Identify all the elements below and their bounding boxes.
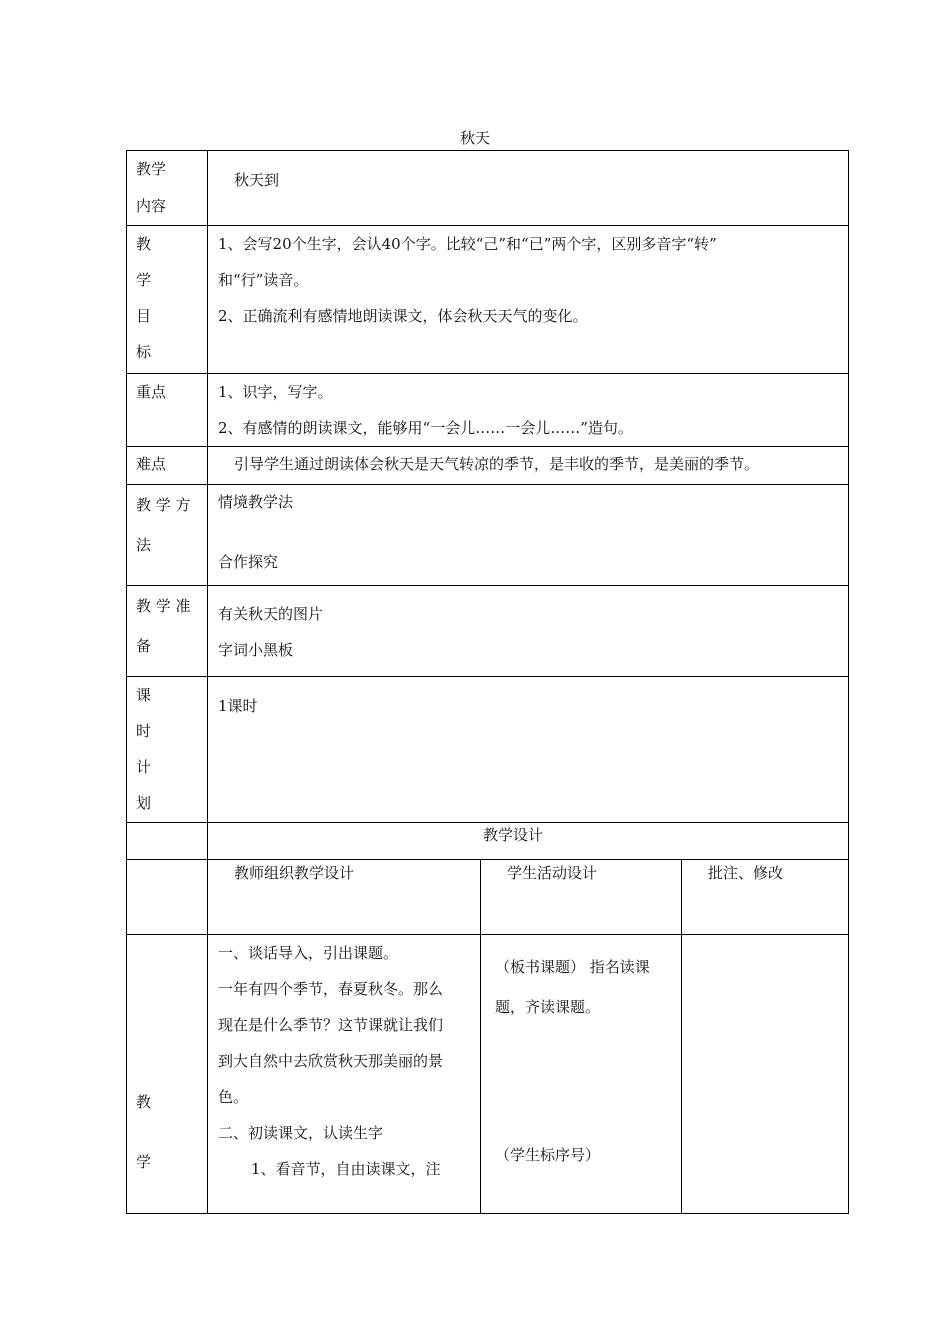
- row-design-body: [127, 935, 849, 1214]
- student-line: （学生标序号）: [495, 1146, 601, 1164]
- prep-line: 字词小黑板: [218, 641, 294, 659]
- col-student-activity: 学生活动设计: [481, 860, 682, 935]
- label-schedule: 课 时 计 划: [127, 677, 208, 823]
- key-point-line: 2、有感情的朗读课文，能够用“一会儿……一会儿……”造句。: [218, 419, 633, 437]
- col-notes: 批注、修改: [682, 860, 849, 935]
- teaching-prep-cell: [208, 586, 849, 677]
- teaching-goals-cell: [208, 226, 849, 374]
- key-point-line: 1、识字，写字。: [218, 383, 333, 401]
- method-line: 情境教学法: [218, 493, 294, 511]
- label-teaching-method: 教 学 方 法: [127, 485, 208, 586]
- label-difficulty: 难点: [127, 447, 208, 485]
- prep-line: 有关秋天的图片: [218, 605, 324, 623]
- teaching-content-cell: [208, 151, 849, 226]
- method-line: 合作探究: [218, 553, 279, 571]
- notes-cell: [682, 935, 849, 1214]
- label-teaching-goals: 教 学 目 标: [127, 226, 208, 374]
- difficulty-cell: [208, 447, 849, 485]
- teacher-line: 色。: [218, 1088, 249, 1106]
- design-columns-empty: [127, 860, 208, 935]
- goal-line: 2、正确流利有感情地朗读课文，体会秋天天气的变化。: [218, 307, 588, 325]
- student-line: （板书课题） 指名读课: [495, 958, 650, 976]
- document-title: 秋天: [459, 129, 490, 147]
- goal-line: 和“行”读音。: [218, 271, 309, 289]
- row-teaching-content: [127, 151, 849, 226]
- teacher-line: 1、看音节，自由读课文，注: [251, 1160, 441, 1178]
- schedule-text: 1课时: [218, 697, 258, 715]
- key-points-cell: [208, 374, 849, 447]
- design-heading-cell: [208, 823, 849, 860]
- row-design-heading: [127, 823, 849, 860]
- row-key-points: [127, 374, 849, 447]
- goal-line: 1、会写20个生字，会认40个字。比较“己”和“已”两个字，区别多音字“转”: [218, 235, 717, 253]
- teaching-content-text: 秋天到: [234, 171, 280, 189]
- teacher-line: 二、初读课文，认读生字: [218, 1124, 384, 1142]
- row-difficulty: [127, 447, 849, 485]
- teacher-line: 一、谈话导入，引出课题。: [218, 944, 399, 962]
- teacher-line: 一年有四个季节，春夏秋冬。那么: [218, 980, 444, 998]
- label-teaching-content: 教学 内容: [127, 151, 208, 226]
- row-schedule: [127, 677, 849, 823]
- row-teaching-goals: [127, 226, 849, 374]
- design-heading-empty: [127, 823, 208, 860]
- student-line: 题，齐读课题。: [495, 998, 601, 1016]
- label-key-points: 重点: [127, 374, 208, 447]
- label-teaching-process: 教 学: [127, 935, 208, 1214]
- label-teaching-prep: 教 学 准 备: [127, 586, 208, 677]
- design-heading: 教学设计: [483, 826, 544, 844]
- teacher-design-cell: [208, 935, 481, 1214]
- col-teacher-design: 教师组织教学设计: [208, 860, 481, 935]
- difficulty-text: 引导学生通过朗读体会秋天是天气转凉的季节，是丰收的季节，是美丽的季节。: [234, 455, 760, 473]
- teacher-line: 现在是什么季节？这节课就让我们: [218, 1016, 444, 1034]
- row-design-columns: [127, 860, 849, 935]
- schedule-cell: [208, 677, 849, 823]
- teaching-method-cell: [208, 485, 849, 586]
- lesson-plan-table: [126, 150, 849, 1214]
- row-teaching-method: [127, 485, 849, 586]
- teacher-line: 到大自然中去欣赏秋天那美丽的景: [218, 1052, 444, 1070]
- row-teaching-prep: [127, 586, 849, 677]
- student-activity-cell: [481, 935, 682, 1214]
